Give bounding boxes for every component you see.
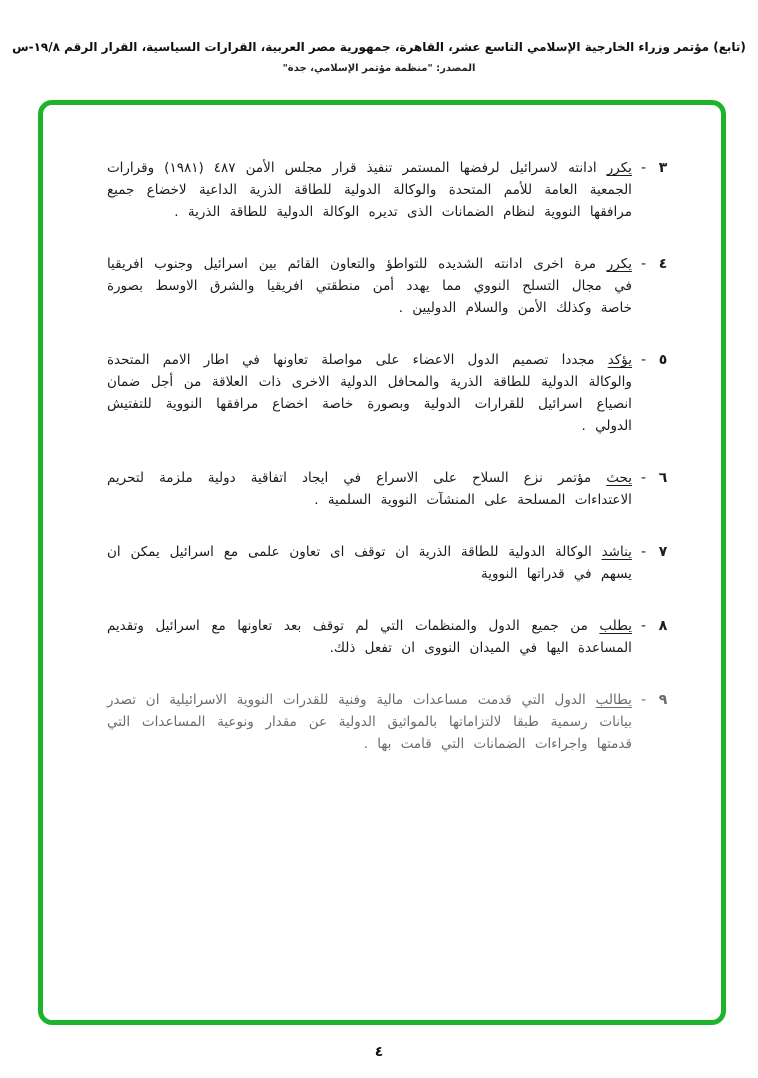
item-lead-word: يناشد [601,544,632,560]
header-title-line: (تابع) مؤتمر وزراء الخارجية الإسلامي التاسع عشر، القاهرة، جمهورية مصر العربية، القرارات السياسية، القرار الرقم ١٩/٨-س [12,40,746,54]
item-number: ٩ [658,692,668,708]
item-text [107,349,632,437]
item-text [107,615,632,659]
item-body-text: الدول التي قدمت مساعدات مالية وفنية للقدرات النووية الاسرائيلية ان تصدر بيانات رسمية طبقا لالتزاماتها بالمواثيق الدولية عن مقدار ونوعية المساعدات التي قدمتها واجراءات الضمانات التي قامت بها . [106,692,632,752]
item-dash: - [640,160,646,176]
item-body-text: الوكالة الدولية للطاقة الذرية ان توقف اى تعاون علمى مع اسرائيل يمكن ان يسهم في قدراتها النووية [106,544,632,582]
item-body-text: من جميع الدول والمنظمات التي لم توقف بعد تعاونها مع اسرائيل وتقديم المساعدة اليها في الميدان النووى ان تفعل ذلك. [106,618,632,656]
resolution-item-8 [98,615,671,659]
item-body-text: مجددا تصميم الدول الاعضاء على مواصلة تعاونها في اطار الامم المتحدة والوكالة الدولية للطاقة الذرية والمحافل الدولية الاخرى ذات العلاقة من أجل ضمان انصياع اسرائيل للقرارات الدولية وبصورة خاصة اخضاع مرافقها النووية للتفتيش الدولي . [106,352,632,434]
item-dash: - [640,352,646,368]
item-lead-word: يحث [606,470,632,486]
item-dash: - [640,618,646,634]
item-body-text: مؤتمر نزع السلاح على الاسراع في ايجاد اتفاقية دولية ملزمة لتحريم الاعتداءات المسلحة على المنشآت النووية السلمية . [106,470,632,508]
page-number: ٤ [374,1044,384,1060]
item-dash: - [640,256,646,272]
item-dash: - [640,470,646,486]
item-body-text: ادانته لاسرائيل لرفضها المستمر تنفيذ قرار مجلس الأمن ٤٨٧ (١٩٨١) وقرارات الجمعية العامة للأمم المتحدة والوكالة الدولية للطاقة الذرية الداعية لاخضاع جميع مرافقها النووية لنظام الضمانات الذى تديره الوكالة الدولية للطاقة الذرية . [106,160,632,220]
resolution-item-5 [98,349,671,437]
item-text [107,253,632,319]
item-body-text: مرة اخرى ادانته الشديده للتواطؤ والتعاون القائم بين اسرائيل وجنوب افريقيا في مجال التسلح النووي مما يهدد أمن منطقتي افريقيا والشرق الاوسط بصورة خاصة وكذلك الأمن والسلام الدوليين . [106,256,632,316]
resolution-item-9 [98,689,671,755]
item-number: ٣ [658,160,668,176]
document-header [0,40,758,74]
item-number: ٨ [658,618,668,634]
item-lead-word: يطلب [599,618,632,634]
item-dash: - [640,544,646,560]
resolution-item-3 [98,157,671,223]
item-number: ٤ [658,256,668,272]
resolution-item-6 [98,467,671,511]
header-source-line: المصدر: "منظمة مؤتمر الإسلامي، جدة" [282,63,476,74]
resolution-item-4 [98,253,671,319]
item-number: ٦ [658,470,668,486]
item-lead-word: يطالب [595,692,632,708]
content-border-box [38,100,726,1025]
item-lead-word: يكرر [606,256,632,272]
item-text [107,157,632,223]
item-dash: - [640,692,646,708]
item-text [107,689,632,755]
resolution-item-7 [98,541,671,585]
item-text [107,467,632,511]
item-lead-word: يكرر [606,160,632,176]
item-text [107,541,632,585]
item-number: ٥ [658,352,668,368]
item-lead-word: يؤكد [607,352,632,368]
item-number: ٧ [658,544,668,560]
